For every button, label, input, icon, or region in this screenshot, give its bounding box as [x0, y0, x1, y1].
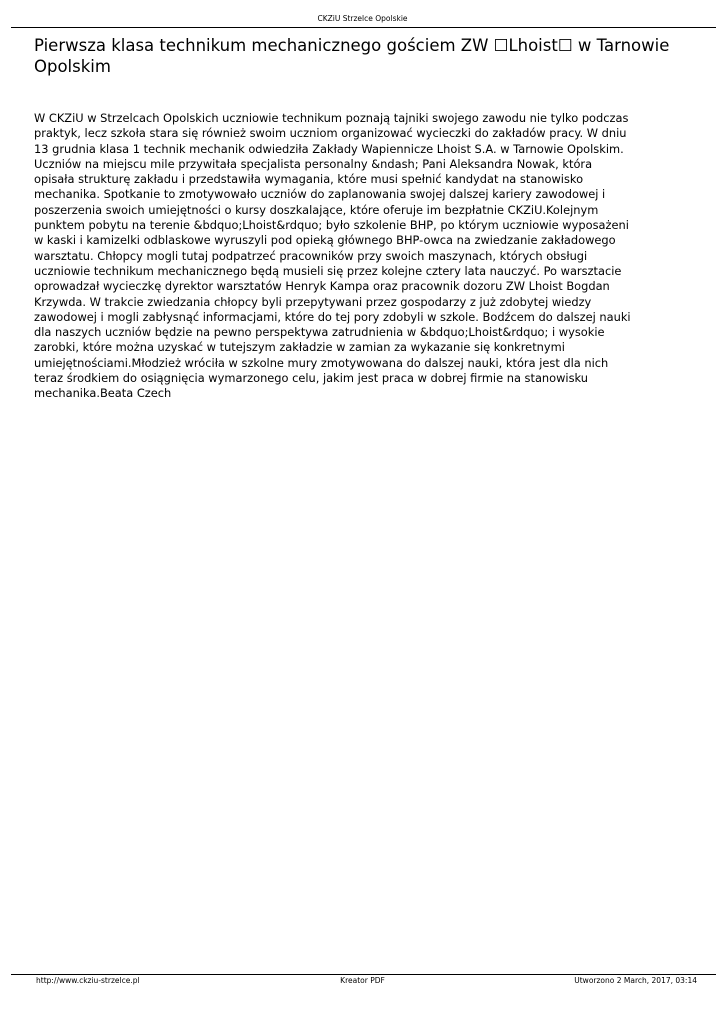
- page-footer: [0, 976, 725, 988]
- article-body: W CKZiU w Strzelcach Opolskich uczniowie technikum poznają tajniki swojego zawodu nie tylko podczas praktyk, lecz szkoła stara się również swoim uczniom organizować wycieczki do zakładów pracy. W dniu 13 grudnia klasa 1 technik mechanik odwiedziła Zakłady Wapiennicze Lhoist S.A. w Tarnowie Opolskim. Uczniów na miejscu mile przywitała specjalista personalny &ndash; Pani Aleksandra Nowak, która opisała strukturę zakładu i przedstawiła wymagania, które musi spełnić kandydat na stanowisko mechanika. Spotkanie to zmotywowało uczniów do zaplanowania swojej dalszej kariery zawodowej i poszerzenia swoich umiejętności o kursy doszkalające, które oferuje im bezpłatnie CKZiU.Kolejnym punktem pobytu na terenie &bdquo;Lhoist&rdquo; było szkolenie BHP, po którym uczniowie wyposażeni w kaski i kamizelki odblaskowe wyruszyli pod opieką głównego BHP-owca na zwiedzanie zakładowego warsztatu. Chłopcy mogli tutaj podpatrzeć pracowników przy swoich maszynach, których obsługi uczniowie technikum mechanicznego będą musieli się przez kolejne cztery lata nauczyć. Po warsztacie oprowadzał wycieczkę dyrektor warsztatów Henryk Kampa oraz pracownik dozoru ZW Lhoist Bogdan Krzywda. W trakcie zwiedzania chłopcy byli przepytywani przez gospodarzy z już zdobytej wiedzy zawodowej i mogli zabłysnąć informacjami, które do tej pory zdobyli w szkole. Bodźcem do dalszej nauki dla naszych uczniów będzie na pewno perspektywa zatrudnienia w &bdquo;Lhoist&rdquo; i wysokie zarobki, które można uzyskać w tutejszym zakładzie w zamian za wykazanie się konkretnymi umiejętnościami.Młodzież wróciła w szkolne mury zmotywowana do dalszej nauki, która jest dla nich teraz środkiem do osiągnięcia wymarzonego celu, jakim jest praca w dobrej firmie na stanowisku mechanika.Beata Czech: [34, 111, 631, 401]
- footer-divider: [11, 974, 716, 975]
- header-divider: [11, 27, 716, 28]
- footer-url[interactable]: http://www.ckziu-strzelce.pl: [36, 976, 140, 985]
- article-title: Pierwsza klasa technikum mechanicznego gościem ZW ☐Lhoist☐ w Tarnowie Opolskim: [34, 36, 670, 76]
- footer-creator: Kreator PDF: [340, 976, 385, 985]
- footer-created-date: Utworzono 2 March, 2017, 03:14: [574, 976, 697, 985]
- page-header: CKZiU Strzelce Opolskie: [317, 14, 408, 23]
